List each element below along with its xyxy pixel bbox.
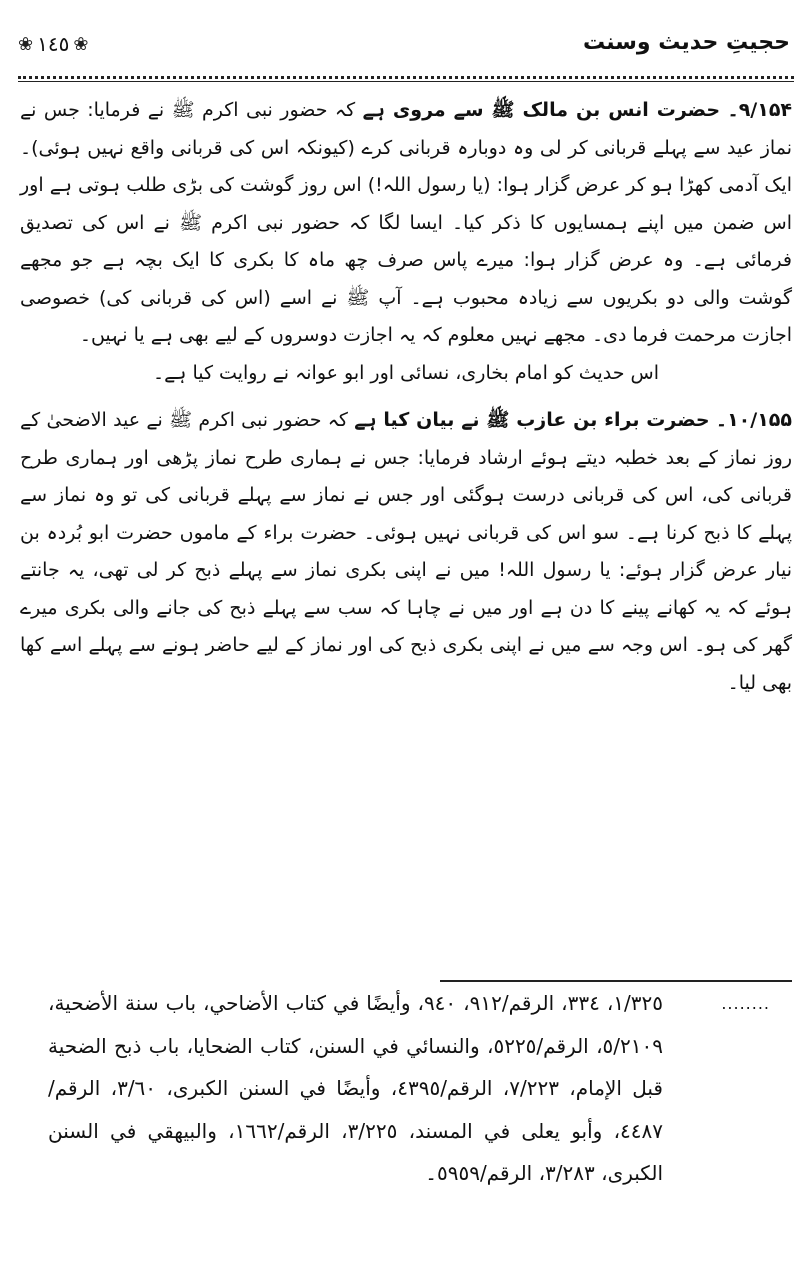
header-dotted-rule (18, 76, 794, 79)
page-number: ١٤٥ (37, 32, 70, 56)
hadith-number: ۱۰/۱۵۵۔ (715, 409, 792, 431)
hadith-number: ۹/۱۵۴۔ (727, 99, 793, 121)
hadith-paragraph-154 (20, 92, 792, 355)
hadith-paragraph-155 (20, 402, 792, 702)
hadith-text: کہ حضور نبی اکرم ﷺ نے فرمایا: جس نے نماز عید سے پہلے قربانی کر لی وہ دوبارہ قربانی کرے (کیونکہ اس کی قربانی واقع نہیں ہوئی)۔ ایک آدمی کھڑا ہو کر عرض گزار ہوا: (یا رسول اللہ!) اس روز گوشت کی بڑی طلب ہوتی ہے اور اس ضمن میں اپنے ہمسایوں کا ذکر کیا۔ ایسا لگا کہ حضور نبی اکرم ﷺ نے اس کی تصدیق فرمائی ہے۔ وہ عرض گزار ہوا: میرے پاس صرف چھ ماہ کا بکری کا ایک بچہ ہے جو مجھے گوشت والی دو بکریوں سے زیادہ محبوب ہے۔ آپ ﷺ نے اسے (اس کی قربانی کی) خصوصی اجازت مرحمت فرما دی۔ مجھے نہیں معلوم کہ یہ اجازت دوسروں کے لیے بھی ہے یا نہیں۔ (20, 99, 792, 346)
reference-text: اس حدیث کو امام بخاری، نسائی اور ابو عوانہ نے روایت کیا ہے۔ (153, 361, 659, 384)
running-title: حجیتِ حدیث وسنت (583, 30, 790, 55)
header-solid-rule (18, 81, 794, 82)
footnote-marker: ........ (721, 994, 770, 1013)
page-number-block (18, 32, 88, 56)
footnote-text: ١/٣٢٥، ٣٣٤، الرقم/٩١٢، ٩٤٠، وأيضًا في كتاب الأضاحي، باب سنة الأضحية، ٥/٢١٠٩، الرقم/٥٢٢٥، والنسائي في السنن، كتاب الضحايا، باب ذبح الضحية قبل الإمام، ٧/٢٢٣، الرقم/٤٣٩٥، وأيضًا في السنن الكبرى، ٣/٦٠، الرقم/٤٤٨٧، وأبو يعلى في المسند، ٣/٢٢٥، الرقم/١٦٦٢، والبيهقي في السنن الكبرى، ٣/٢٨٣، الرقم/٥٩٥٩۔ (48, 991, 664, 1185)
main-text (20, 92, 792, 702)
flower-ornament-icon: ❀ (73, 33, 89, 55)
hadith-reference-line (20, 355, 792, 393)
hadith-narrator: حضرت براء بن عازب ﷺ نے بیان کیا ہے (354, 409, 710, 431)
flower-ornament-icon: ❀ (18, 33, 34, 55)
page-header (18, 28, 794, 68)
hadith-text: کہ حضور نبی اکرم ﷺ نے عید الاضحیٰ کے روز نماز کے بعد خطبہ دیتے ہوئے ارشاد فرمایا: جس نے ہماری طرح نماز پڑھی اور ہماری طرح قربانی کی، اس کی قربانی درست ہوگئی اور جس نے نماز سے پہلے قربانی کی تو وہ نماز سے پہلے کا ذبح کرنا ہے۔ سو اس کی قربانی نہیں ہوئی۔ حضرت براء کے ماموں حضرت ابو بُردہ بن نیار عرض گزار ہوئے: یا رسول اللہ! میں نے اپنی بکری نماز سے پہلے ذبح کر لی تھی، یہ جانتے ہوئے کہ یہ کھانے پینے کا دن ہے اور میں نے چاہا کہ سب سے پہلے ذبح کی جانے والی بکری میرے گھر کی ہو۔ اس وجہ سے میں نے اپنی بکری ذبح کی اور نماز کے لیے حاضر ہونے سے پہلے اسے کھا بھی لیا۔ (20, 409, 792, 694)
hadith-narrator: حضرت انس بن مالک ﷺ سے مروی ہے (362, 99, 721, 121)
